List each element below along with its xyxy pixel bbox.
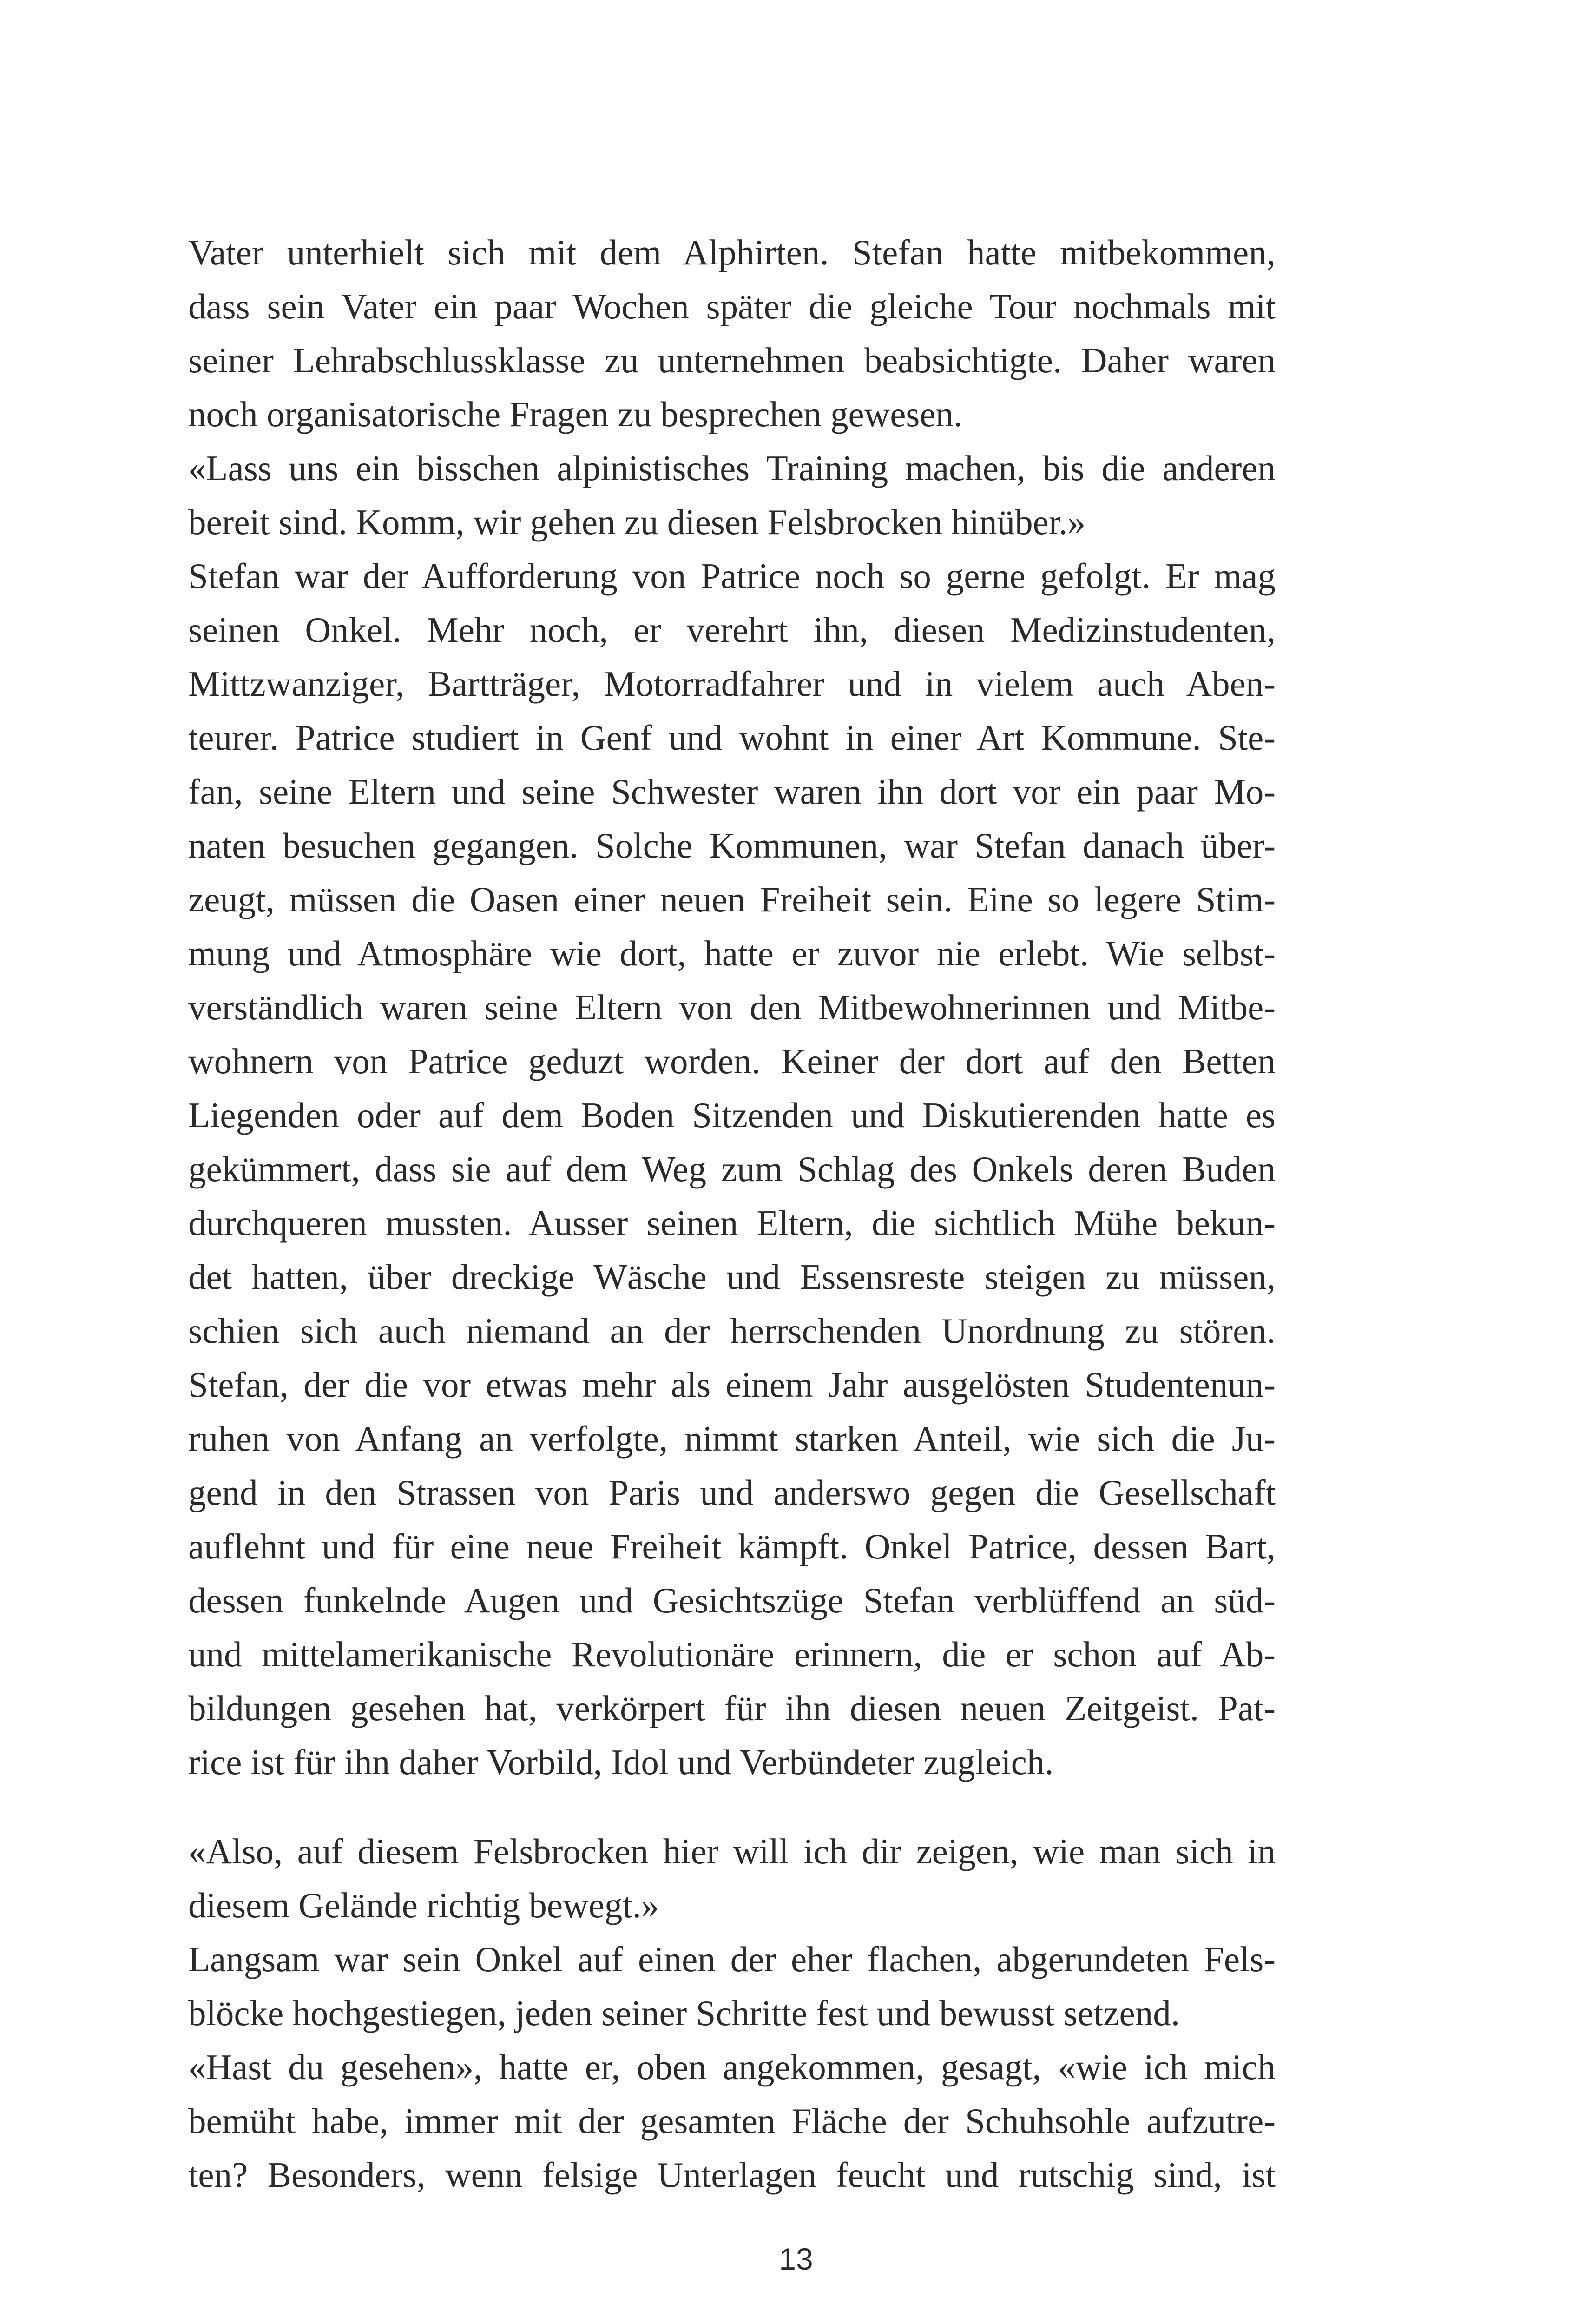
text-line: zeugt, müssen die Oasen einer neuen Freiheit sein. Eine so legere Stim-: [188, 879, 1276, 919]
text-line: bereit sind. Komm, wir gehen zu diesen Felsbrocken hinüber.»: [188, 502, 1085, 542]
text-line: «Also, auf diesem Felsbrocken hier will ich dir zeigen, wie man sich in: [188, 1831, 1276, 1871]
text-line: Stefan, der die vor etwas mehr als einem Jahr ausgelösten Studentenun-: [188, 1365, 1276, 1405]
text-line: wohnern von Patrice geduzt worden. Keiner der dort auf den Betten: [188, 1041, 1276, 1081]
text-line: gekümmert, dass sie auf dem Weg zum Schlag des Onkels deren Buden: [188, 1149, 1276, 1189]
text-line: det hatten, über dreckige Wäsche und Essensreste steigen zu müssen,: [188, 1257, 1276, 1297]
text-line: Vater unterhielt sich mit dem Alphirten. Stefan hatte mitbekommen,: [188, 232, 1276, 272]
text-line: seinen Onkel. Mehr noch, er verehrt ihn, diesen Medizinstudenten,: [188, 610, 1276, 650]
text-line: Mittzwanziger, Bartträger, Motorradfahrer und in vielem auch Aben-: [188, 664, 1276, 704]
text-line: und mittelamerikanische Revolutionäre erinnern, die er schon auf Ab-: [188, 1634, 1276, 1674]
text-line: naten besuchen gegangen. Solche Kommunen, war Stefan danach über-: [188, 825, 1276, 865]
text-line: dass sein Vater ein paar Wochen später die gleiche Tour nochmals mit: [188, 286, 1276, 326]
text-line: teurer. Patrice studiert in Genf und wohnt in einer Art Kommune. Ste-: [188, 718, 1276, 758]
page-number: 13: [779, 2242, 813, 2276]
text-line: gend in den Strassen von Paris und anderswo gegen die Gesellschaft: [188, 1472, 1276, 1512]
text-line: «Hast du gesehen», hatte er, oben angekommen, gesagt, «wie ich mich: [188, 2047, 1276, 2087]
text-line: durchqueren mussten. Ausser seinen Eltern, die sichtlich Mühe bekun-: [188, 1203, 1276, 1243]
text-line: bemüht habe, immer mit der gesamten Fläche der Schuhsohle aufzutre-: [188, 2101, 1276, 2141]
text-line: mung und Atmosphäre wie dort, hatte er zuvor nie erlebt. Wie selbst-: [188, 933, 1276, 973]
text-line: seiner Lehrabschlussklasse zu unternehmen beabsichtigte. Daher waren: [188, 340, 1276, 380]
body-text-block-continued: [188, 1824, 1276, 2202]
text-line: diesem Gelände richtig bewegt.»: [188, 1885, 659, 1925]
text-line: blöcke hochgestiegen, jeden seiner Schritte fest und bewusst setzend.: [188, 1993, 1180, 2033]
text-line: Stefan war der Aufforderung von Patrice noch so gerne gefolgt. Er mag: [188, 556, 1276, 596]
text-line: fan, seine Eltern und seine Schwester waren ihn dort vor ein paar Mo-: [188, 772, 1276, 812]
text-line: Langsam war sein Onkel auf einen der eher flachen, abgerundeten Fels-: [188, 1939, 1276, 1979]
text-line: dessen funkelnde Augen und Gesichtszüge Stefan verblüffend an süd-: [188, 1580, 1276, 1620]
text-line: auflehnt und für eine neue Freiheit kämpft. Onkel Patrice, dessen Bart,: [188, 1526, 1276, 1566]
text-line: bildungen gesehen hat, verkörpert für ihn diesen neuen Zeitgeist. Pat-: [188, 1688, 1276, 1728]
text-line: noch organisatorische Fragen zu besprechen gewesen.: [188, 394, 963, 434]
text-line: rice ist für ihn daher Vorbild, Idol und Verbündeter zugleich.: [188, 1742, 1054, 1782]
text-line: verständlich waren seine Eltern von den Mitbewohnerinnen und Mitbe-: [188, 987, 1276, 1027]
text-line: «Lass uns ein bisschen alpinistisches Training machen, bis die anderen: [188, 448, 1276, 488]
text-line: schien sich auch niemand an der herrschenden Unordnung zu stören.: [188, 1311, 1276, 1351]
text-line: ten? Besonders, wenn felsige Unterlagen feucht und rutschig sind, ist: [188, 2155, 1276, 2195]
text-line: ruhen von Anfang an verfolgte, nimmt starken Anteil, wie sich die Ju-: [188, 1419, 1276, 1459]
text-line: Liegenden oder auf dem Boden Sitzenden und Diskutierenden hatte es: [188, 1095, 1276, 1135]
body-text-block: [188, 225, 1276, 1789]
